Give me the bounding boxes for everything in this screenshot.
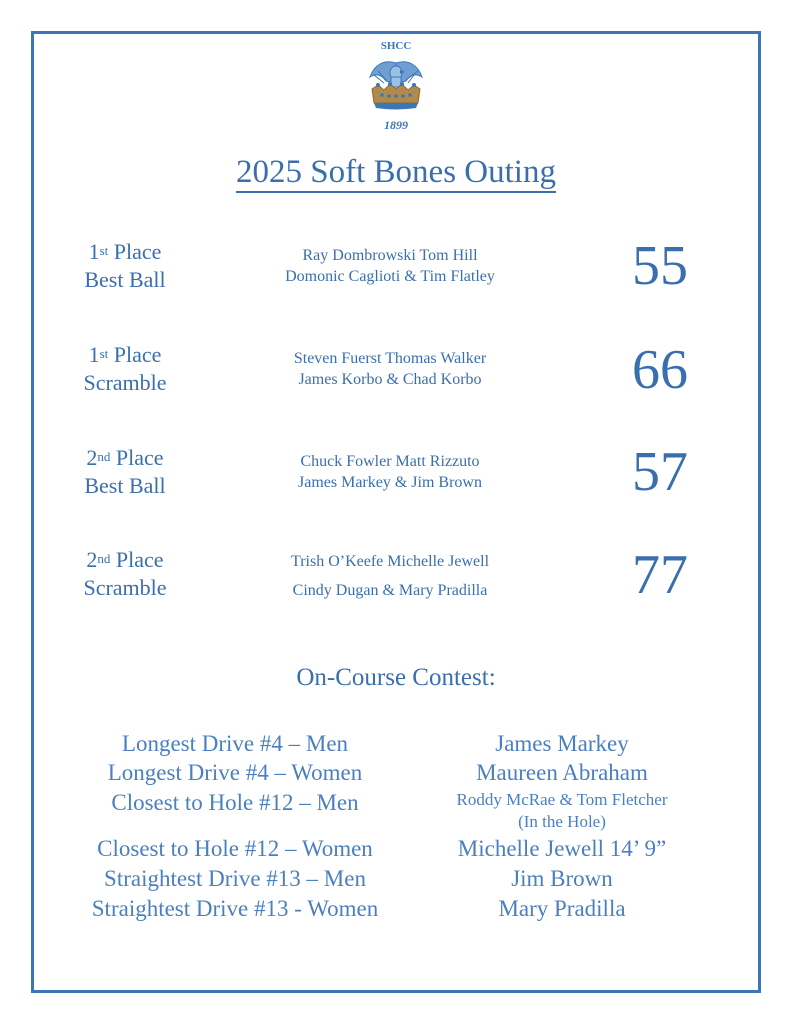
team-names: Trish O’Keefe Michelle Jewell Cindy Dugan & Mary Pradilla (290, 553, 490, 599)
contest-label: Closest to Hole #12 – Men (111, 790, 359, 815)
eagle-crown-crest-icon (364, 53, 428, 117)
team-names: Chuck Fowler Matt Rizzuto James Markey & Jim Brown (298, 453, 482, 491)
contest-label: Longest Drive #4 – Women (107, 760, 363, 785)
logo-club-initials: SHCC (380, 40, 412, 52)
contest-winner: Michelle Jewell 14’ 9” (457, 836, 667, 861)
contest-heading: On-Course Contest: (296, 664, 496, 691)
team-score: 55 (632, 235, 688, 297)
contest-label: Straightest Drive #13 - Women (91, 896, 379, 921)
contest-label: Closest to Hole #12 – Women (97, 836, 373, 861)
contest-winner: Mary Pradilla (498, 896, 626, 921)
team-score: 57 (632, 441, 688, 503)
contest-winner: Maureen Abraham (476, 760, 648, 785)
club-logo (360, 38, 432, 134)
place-label: 1st Place Best Ball (84, 239, 166, 292)
team-score: 66 (632, 339, 688, 401)
contest-winner: Roddy McRae & Tom Fletcher (In the Hole) (412, 789, 712, 833)
logo-year: 1899 (384, 118, 408, 132)
place-label: 1st Place Scramble (83, 342, 167, 395)
team-names: Steven Fuerst Thomas Walker James Korbo & Chad Korbo (293, 350, 487, 388)
contest-winner: James Markey (495, 731, 629, 756)
contest-winner: Jim Brown (511, 866, 613, 891)
contest-label: Longest Drive #4 – Men (121, 731, 349, 756)
place-label: 2nd Place Scramble (83, 547, 167, 600)
team-score: 77 (632, 544, 688, 606)
team-names: Ray Dombrowski Tom Hill Domonic Caglioti & Tim Flatley (285, 247, 495, 285)
page-title: 2025 Soft Bones Outing (0, 154, 792, 191)
contest-winner-note: (In the Hole) (518, 812, 606, 831)
place-label: 2nd Place Best Ball (84, 445, 166, 498)
contest-label: Straightest Drive #13 – Men (104, 866, 366, 891)
